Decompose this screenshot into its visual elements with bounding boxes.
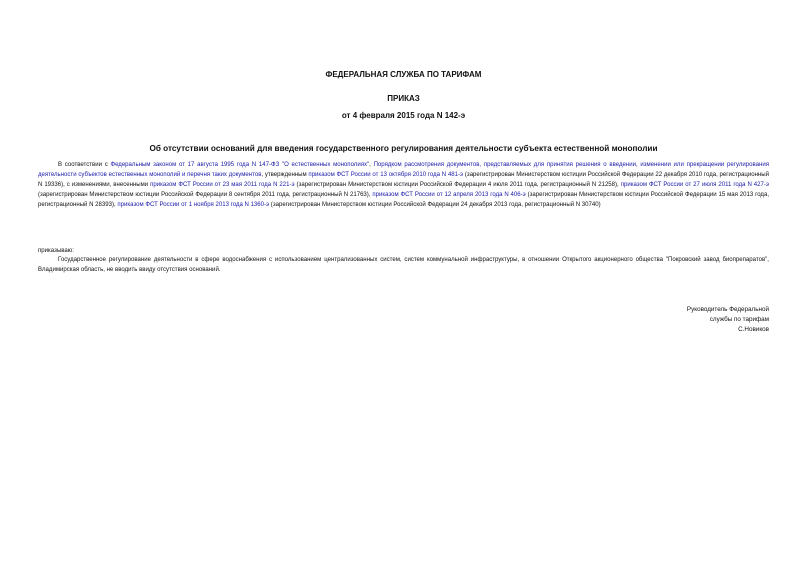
preamble-text-4: (зарегистрирован Министерством юстиции Российской Федерации 22 декабря 2010 года, регистрационный N 19336), с изменениями, внесенными: [38, 172, 769, 188]
preamble-text-7: (зарегистрирован Министерством юстиции Российской Федерации 15 мая 2013 года, регистрационный N 28393),: [38, 192, 769, 208]
preamble-text-6: (зарегистрирован Министерством юстиции Российской Федерации 8 сентября 2011 года, регистрационный N 21763),: [38, 192, 373, 198]
decision-paragraph: Государственное регулирование деятельности в сфере водоснабжения с использованием централизованных систем, систем коммунальной инфраструктуры, в отношении Открытого акционерного общества "Покровский завод биопрепаратов", Владимирская область, не вводить ввиду отсутствия оснований.: [38, 257, 769, 273]
preamble-paragraph: [38, 160, 769, 210]
preamble-text-8: (зарегистрирован Министерством юстиции Российской Федерации 24 декабря 2013 года, регистрационный N 30740): [269, 202, 601, 208]
preamble-text-1: В соответствии с: [58, 162, 111, 168]
signature-position-line1: Руководитель Федеральной: [686, 306, 769, 313]
document-date-number: от 4 февраля 2015 года N 142-э: [341, 111, 466, 120]
link-order-481[interactable]: приказом ФСТ России от 13 октября 2010 года N 481-э: [308, 172, 464, 178]
link-order-406[interactable]: приказом ФСТ России от 12 апреля 2013 года N 406-э: [372, 192, 526, 198]
signature-name: С.Новиков: [738, 326, 769, 333]
document-type: ПРИКАЗ: [387, 94, 420, 103]
link-procedure[interactable]: Порядком рассмотрения документов, представляемых для принятия решения о введении, изменении или прекращении регулирования деятельности субъектов естественных монополий и перечня таких документов: [38, 162, 769, 178]
preamble-text-3: , утвержденным: [261, 172, 309, 178]
preamble-text-2: ,: [369, 162, 374, 168]
agency-name: ФЕДЕРАЛЬНАЯ СЛУЖБА ПО ТАРИФАМ: [325, 70, 482, 79]
signature-block: [687, 305, 769, 335]
preamble-text-5: (зарегистрирован Министерством юстиции Российской Федерации 4 июля 2011 года, регистрационный N 21258),: [294, 182, 621, 188]
document-title: Об отсутствии оснований для введения государственного регулирования деятельности субъекта естественной монополии: [149, 144, 658, 153]
link-order-221[interactable]: приказом ФСТ России от 23 мая 2011 года N 221-э: [150, 182, 295, 188]
link-order-427[interactable]: приказом ФСТ России от 27 июля 2011 года N 427-э: [620, 182, 769, 188]
signature-position-line2: службы по тарифам: [709, 316, 769, 323]
order-word: приказываю:: [38, 248, 74, 254]
link-order-1360[interactable]: приказом ФСТ России от 1 ноября 2013 года N 1360-э: [117, 202, 270, 208]
link-federal-law[interactable]: Федеральным законом от 17 августа 1995 года N 147-ФЗ "О естественных монополиях": [110, 162, 370, 168]
